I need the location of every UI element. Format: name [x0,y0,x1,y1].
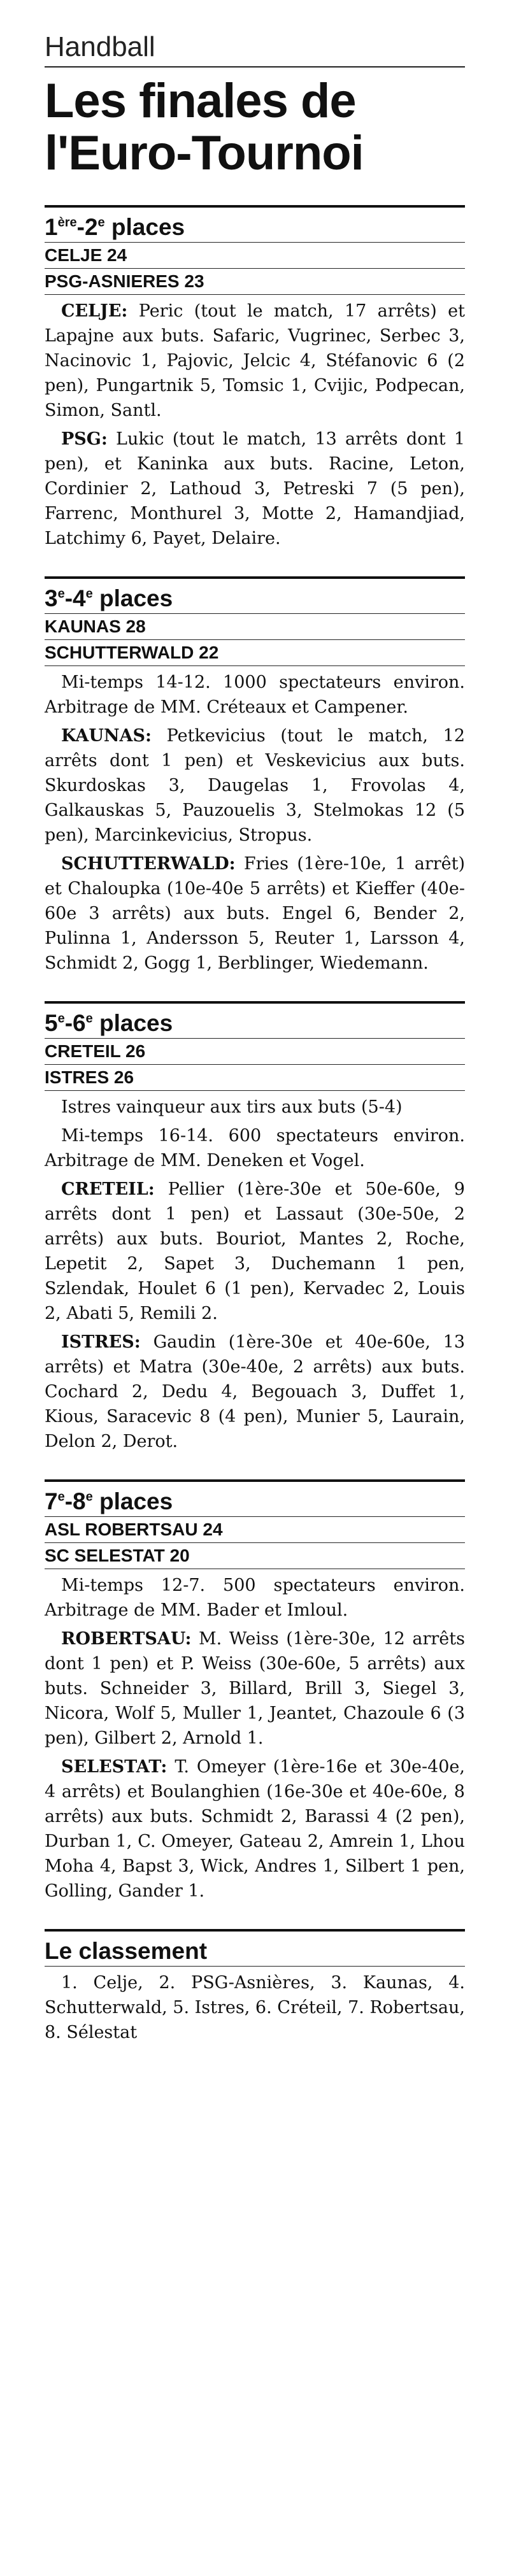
headline: Les finales de l'Euro-Tournoi [45,74,364,180]
score-line: ISTRES 26 [45,1064,465,1091]
score-line: ASL ROBERTSAU 24 [45,1516,465,1542]
rubric-label: Handball [45,31,155,62]
match-info: Mi-temps 16-14. 600 spectateurs environ. Arbitrage de MM. Deneken et Vogel. [45,1126,465,1171]
team-lineup: CELJE: Peric (tout le match, 17 arrêts) et Lapajne aux buts. Safaric, Vugrinec, Serbec 3, Nacinovic 1, Pajovic, Jelcic 4, Stéfanovic 6 (2 pen), Pungartnik 5, Tomsic 1, Cvijic, Podpecan, Simon, Santl. [45,301,465,420]
section-heading: 3e-4e places [45,576,465,613]
section-1-2 [45,205,465,551]
team-lineup: KAUNAS: Petkevicius (tout le match, 12 arrêts dont 1 pen) et Veskevicius aux buts. Skurdoskas 3, Daugelas 1, Frovolas 4, Galkauskas 5, Pauzouelis 3, Stelmokas 12 (5 pen), Marcinkevicius, Stropus. [45,726,465,845]
section-5-6 [45,1001,465,1454]
section-3-4 [45,576,465,976]
match-info: Mi-temps 14-12. 1000 spectateurs environ. Arbitrage de MM. Créteaux et Campener. [45,672,465,717]
section-heading: 5e-6e places [45,1001,465,1038]
ranking-section [45,1929,465,2045]
ranking-text: 1. Celje, 2. PSG-Asnières, 3. Kaunas, 4. Schutterwald, 5. Istres, 6. Créteil, 7. Robertsau, 8. Sélestat [45,1973,465,2042]
score-line: CELJE 24 [45,242,465,268]
score-line: PSG-ASNIERES 23 [45,268,465,295]
team-lineup: PSG: Lukic (tout le match, 13 arrêts dont 1 pen), et Kaninka aux buts. Racine, Leton, Cordinier 2, Lathoud 3, Petreski 7 (5 pen), Farrenc, Monthurel 3, Motte 2, Hamandjiad, Latchimy 6, Payet, Delaire. [45,429,465,548]
score-line: KAUNAS 28 [45,613,465,639]
team-lineup: ISTRES: Gaudin (1ère-30e et 40e-60e, 13 arrêts) et Matra (30e-40e, 2 arrêts) aux buts. Cochard 2, Dedu 4, Begouach 3, Duffet 1, Kious, Saracevic 8 (4 pen), Munier 5, Laurain, Delon 2, Derot. [45,1332,465,1451]
match-info: Mi-temps 12-7. 500 spectateurs environ. Arbitrage de MM. Bader et Imloul. [45,1576,465,1620]
ranking-heading: Le classement [45,1929,465,1967]
score-line: SCHUTTERWALD 22 [45,639,465,666]
score-line: CRETEIL 26 [45,1038,465,1064]
team-lineup: ROBERTSAU: M. Weiss (1ère-30e, 12 arrêts dont 1 pen) et P. Weiss (30e-60e, 5 arrêts) aux buts. Schneider 3, Billard, Brill 3, Siegel 3, Nicora, Wolf 5, Muller 1, Jeantet, Chazoule 6 (3 pen), Gilbert 2, Arnold 1. [45,1629,465,1748]
section-7-8 [45,1479,465,1904]
team-lineup: SCHUTTERWALD: Fries (1ère-10e, 1 arrêt) et Chaloupka (10e-40e 5 arrêts) et Kieffer (40e-60e 3 arrêts) aux buts. Engel 6, Bender 2, Pulinna 1, Andersson 5, Reuter 1, Larsson 4, Schmidt 2, Gogg 1, Berblinger, Wiedemann. [45,854,465,973]
rubric-rule [45,66,465,68]
shootout-note: Istres vainqueur aux tirs aux buts (5-4) [61,1097,403,1117]
team-lineup: SELESTAT: T. Omeyer (1ère-16e et 30e-40e, 4 arrêts) et Boulanghien (16e-30e et 40e-60e, 8 arrêts) aux buts. Schmidt 2, Barassi 4 (2 pen), Durban 1, C. Omeyer, Gateau 2, Amrein 1, Lhou Moha 4, Bapst 3, Wick, Andres 1, Silbert 1 pen, Golling, Gander 1. [45,1757,465,1901]
score-line: SC SELESTAT 20 [45,1542,465,1569]
section-heading: 7e-8e places [45,1479,465,1516]
section-heading: 1ère-2e places [45,205,465,242]
team-lineup: CRETEIL: Pellier (1ère-30e et 50e-60e, 9 arrêts dont 1 pen) et Lassaut (30e-50e, 2 arrêts) aux buts. Bouriot, Mantes 2, Roche, Lepetit 2, Sapet 3, Duchemann 1 pen, Szlendak, Houlet 6 (1 pen), Kervadec 2, Louis 2, Abati 5, Remili 2. [45,1179,465,1323]
